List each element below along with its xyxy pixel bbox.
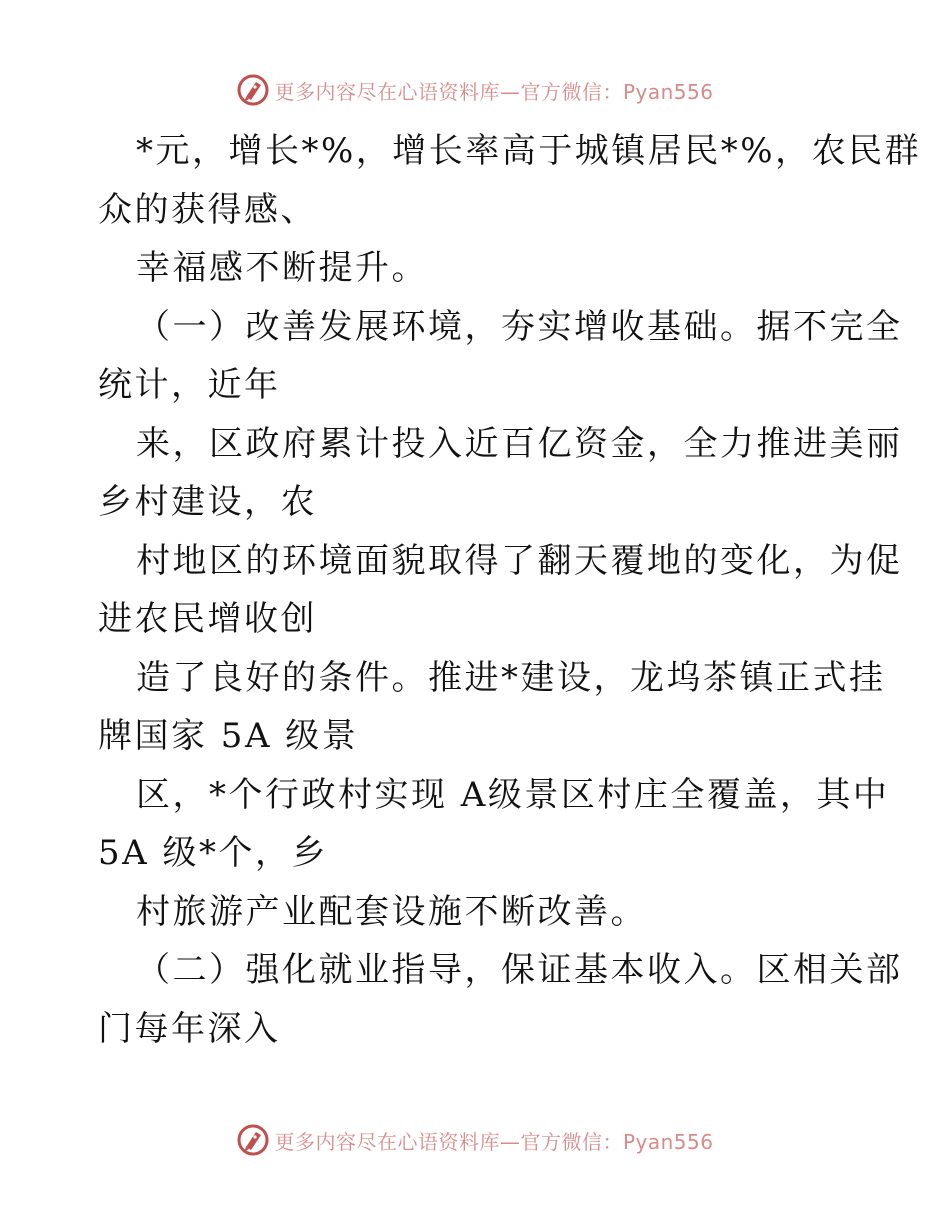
body-line: 统计，近年 [98, 365, 281, 405]
pen-nib-logo-icon [236, 73, 270, 107]
body-line: 造了良好的条件。推进*建设，龙坞茶镇正式挂 [136, 657, 886, 698]
footer-banner [0, 1120, 950, 1160]
body-line: 区，*个行政村实现 A级景区村庄全覆盖，其中 [136, 774, 890, 815]
body-line: 牌国家 5A 级景 [98, 716, 359, 756]
banner-text: 更多内容尽在心语资料库—官方微信：Pyan556 [274, 79, 714, 104]
banner-text: 更多内容尽在心语资料库—官方微信：Pyan556 [274, 1129, 714, 1154]
document-body [98, 122, 922, 1058]
pen-nib-logo-icon [236, 1123, 270, 1157]
body-line: （二）强化就业指导，保证基本收入。区相关部 [136, 950, 903, 990]
body-line: 村地区的环境面貌取得了翻天覆地的变化，为促 [136, 540, 903, 581]
body-line: 幸福感不断提升。 [136, 248, 428, 288]
body-line: *元，增长*%，增长率高于城镇居民*%，农民群 [136, 131, 922, 171]
body-line: 门每年深入 [98, 1008, 281, 1049]
body-line: 5A 级*个，乡 [98, 833, 328, 873]
body-line: 来，区政府累计投入近百亿资金，全力推进美丽 [136, 423, 903, 464]
header-banner [0, 70, 950, 110]
body-line: 进农民增收创 [98, 599, 317, 639]
body-line: （一）改善发展环境，夯实增收基础。据不完全 [136, 306, 903, 347]
body-line: 众的获得感、 [98, 189, 317, 230]
body-line: 乡村建设，农 [98, 482, 317, 522]
body-line: 村旅游产业配套设施不断改善。 [136, 891, 647, 932]
